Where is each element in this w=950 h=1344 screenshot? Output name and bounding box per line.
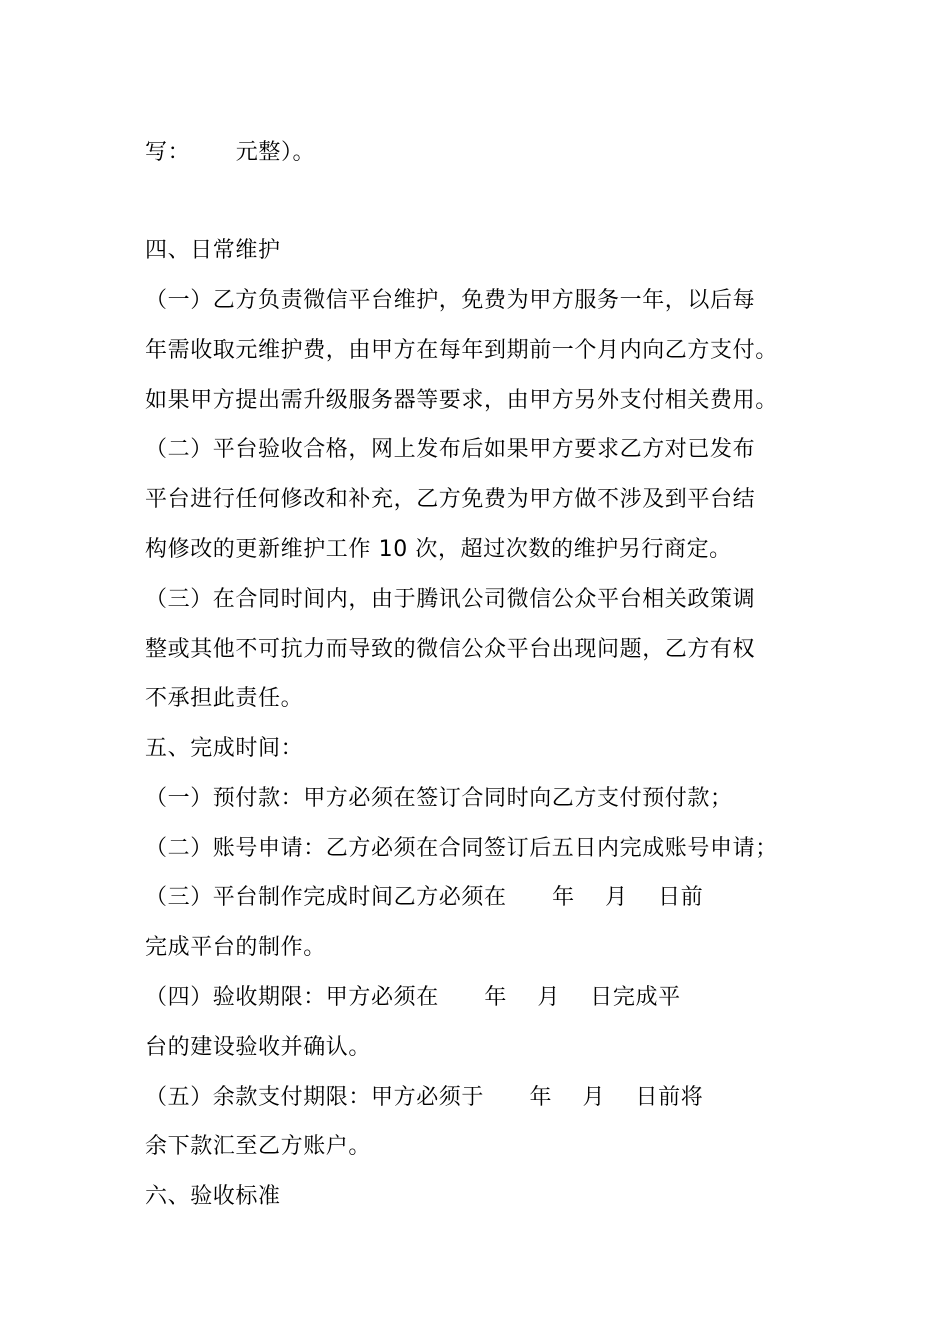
- paragraph-line: （三）平台制作完成时间乙方必须在 年 月 日前: [145, 885, 704, 910]
- paragraph-line: （二）平台验收合格，网上发布后如果甲方要求乙方对已发布: [145, 437, 756, 462]
- paragraph-line: 如果甲方提出需升级服务器等要求，由甲方另外支付相关费用。: [145, 388, 778, 413]
- paragraph-line: 完成平台的制作。: [145, 935, 326, 960]
- text-line-amount-in-words: 写： 元整）。: [145, 140, 316, 165]
- paragraph-line: 余下款汇至乙方账户。: [145, 1134, 372, 1159]
- paragraph-line: 不承担此责任。: [145, 686, 304, 711]
- paragraph-line: 平台进行任何修改和补充，乙方免费为甲方做不涉及到平台结: [145, 487, 756, 512]
- section-heading-completion-time: 五、完成时间：: [145, 736, 304, 761]
- paragraph-line: （五）余款支付期限：甲方必须于 年 月 日前将: [145, 1085, 704, 1110]
- paragraph-line: （一）预付款：甲方必须在签订合同时向乙方支付预付款；: [145, 786, 733, 811]
- paragraph-line: 整或其他不可抗力而导致的微信公众平台出现问题，乙方有权: [145, 637, 756, 662]
- paragraph-line: 构修改的更新维护工作 10 次，超过次数的维护另行商定。: [145, 537, 732, 562]
- paragraph-line: （一）乙方负责微信平台维护，免费为甲方服务一年，以后每: [145, 288, 756, 313]
- section-heading-acceptance-standard: 六、验收标准: [145, 1184, 281, 1209]
- paragraph-line: （四）验收期限：甲方必须在 年 月 日完成平: [145, 985, 681, 1010]
- paragraph-line: （三）在合同时间内，由于腾讯公司微信公众平台相关政策调: [145, 587, 756, 612]
- section-heading-maintenance: 四、日常维护: [145, 238, 281, 263]
- paragraph-line: 台的建设验收并确认。: [145, 1035, 372, 1060]
- paragraph-line: （二）账号申请：乙方必须在合同签订后五日内完成账号申请；: [145, 836, 778, 861]
- paragraph-line: 年需收取元维护费，由甲方在每年到期前一个月内向乙方支付。: [145, 338, 778, 363]
